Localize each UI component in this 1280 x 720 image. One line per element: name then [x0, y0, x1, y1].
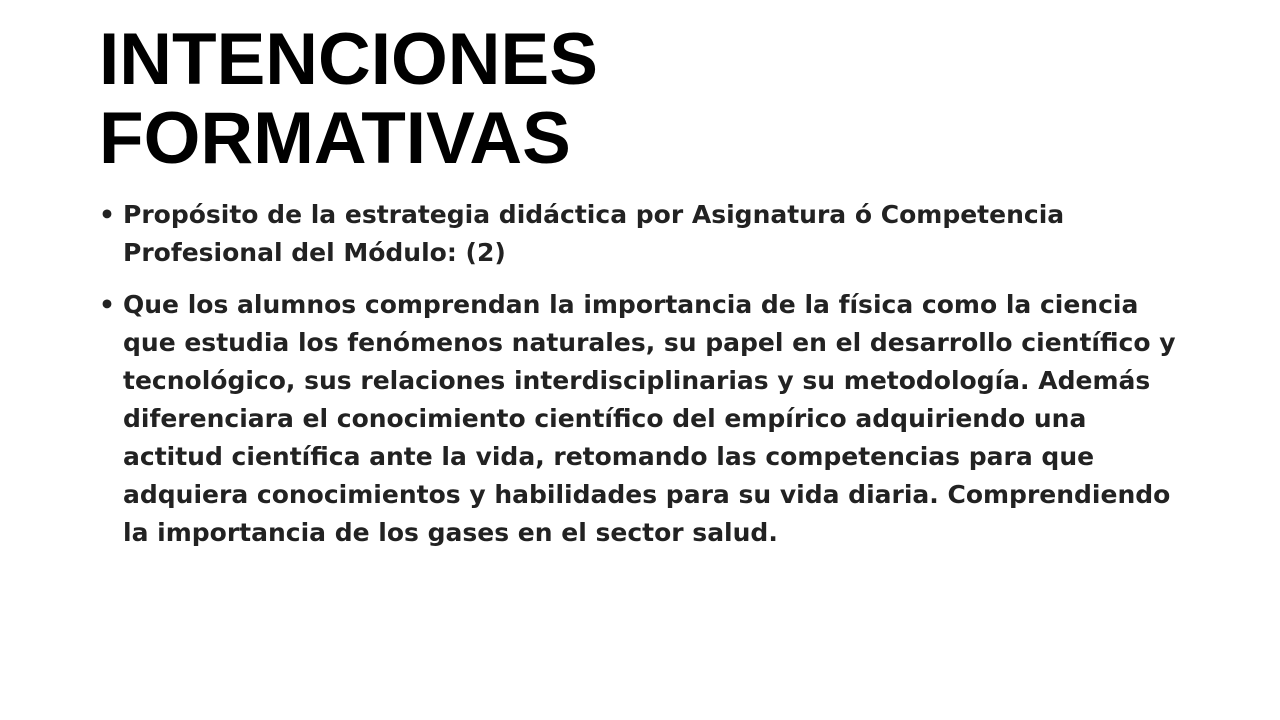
- bullet-dot-icon: •: [99, 200, 115, 229]
- bullet-list: [99, 196, 1179, 566]
- bullet-item-purpose: [99, 196, 1179, 272]
- slide-title: [99, 20, 1199, 178]
- bullet-item-description: [99, 286, 1179, 552]
- bullet-text-purpose: Propósito de la estrategia didáctica por Asignatura ó Competencia Profesional del Módulo: (2): [123, 200, 1065, 267]
- title-line-2: FORMATIVAS: [99, 98, 571, 179]
- bullet-dot-icon: •: [99, 290, 115, 319]
- title-line-1: INTENCIONES: [99, 19, 598, 100]
- bullet-text-description: Que los alumnos comprendan la importancia de la física como la ciencia que estudia los fenómenos naturales, su papel en el desarrollo científico y tecnológico, sus relaciones interdisciplinarias y su metodología. Además diferenciara el conocimiento científico del empírico adquiriendo una actitud científica ante la vida, retomando las competencias para que adquiera conocimientos y habilidades para su vida diaria. Comprendiendo la importancia de los gases en el sector salud.: [123, 290, 1176, 547]
